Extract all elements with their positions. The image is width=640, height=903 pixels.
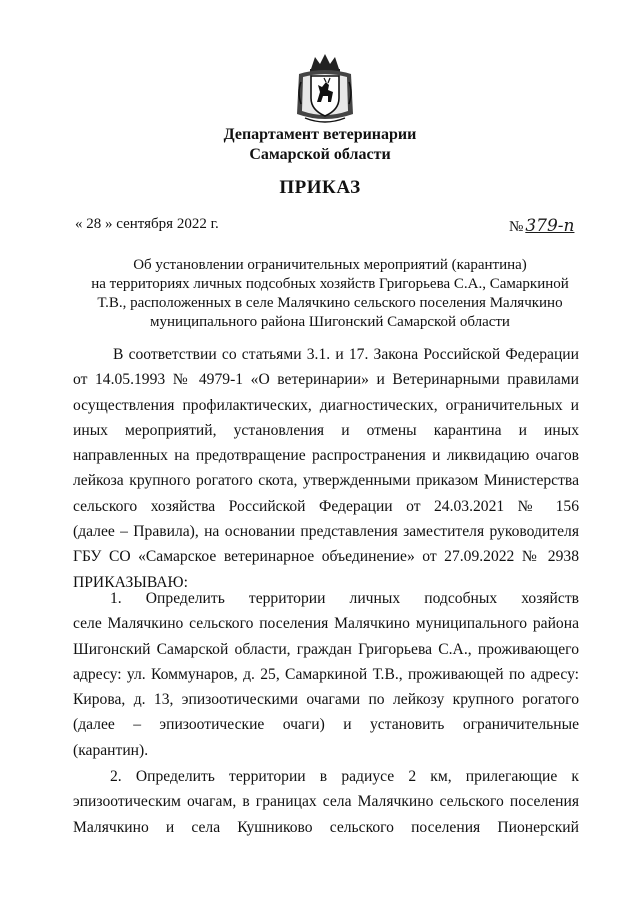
order-item-1 <box>73 586 579 763</box>
order-item-2 <box>73 764 579 840</box>
samara-coat-of-arms-icon <box>293 52 357 127</box>
subject-line: Об установлении ограничительных мероприятий (карантина) <box>133 257 527 273</box>
text-line: (далее – эпизоотические очаги) и установить ограничительные <box>73 716 579 734</box>
text-line: ГБУ СО «Самарское ветеринарное объединение» от 27.09.2022 № 2938 <box>73 548 579 566</box>
text-line: Малячкино и села Кушниково сельского поселения Пионерский <box>73 818 579 836</box>
order-subject <box>60 256 600 332</box>
text-line: лейкоза крупного рогатого скота, утвержденными приказом Министерства <box>73 472 579 490</box>
order-number <box>509 216 574 236</box>
text-line: иных мероприятий, установления и отмены карантина и иных <box>73 421 579 439</box>
text-line: осуществления профилактических, диагностических, ограничительных и <box>73 396 579 414</box>
text-line: направленных на предотвращение распространения и ликвидацию очагов <box>73 447 579 465</box>
document-type-title: ПРИКАЗ <box>279 177 361 198</box>
text-line: 2. Определить территории в радиусе 2 км, прилегающие к <box>110 768 579 785</box>
text-line: эпизоотическим очагам, в границах села Малячкино сельского поселения <box>73 793 579 811</box>
subject-line: на территориях личных подсобных хозяйств Григорьева С.А., Самаркиной <box>91 276 569 292</box>
order-date: « 28 » сентября 2022 г. <box>75 216 219 232</box>
text-line: (карантин). <box>73 741 149 759</box>
order-keyword: ПРИКАЗЫВАЮ: <box>73 573 188 591</box>
text-line: сельского хозяйства Российской Федерации от 24.03.2021 № 156 <box>73 497 579 515</box>
text-line: от 14.05.1993 № 4979-1 «О ветеринарии» и Ветеринарными правилами <box>73 371 579 389</box>
text-line: адресу: ул. Коммунаров, д. 25, Самаркиной Т.В., проживающей по адресу: <box>73 665 579 683</box>
preamble-paragraph <box>73 342 579 595</box>
text-line: 1. Определить территории личных подсобных хозяйств <box>110 590 579 607</box>
department-name-line2: Самарской области <box>249 146 391 163</box>
department-name-line1: Департамент ветеринарии <box>223 126 417 143</box>
text-line: Шигонский Самарской области, граждан Григорьева С.А., проживающего <box>73 640 579 658</box>
text-line: (далее – Правила), на основании представления заместителя руководителя <box>73 523 579 541</box>
number-prefix: № <box>509 219 524 235</box>
text-line: Кирова, д. 13, эпизоотическими очагами по лейкозу крупного рогатого <box>73 691 579 709</box>
handwritten-order-number: 379-п <box>525 216 575 236</box>
subject-line: муниципального района Шигонский Самарской области <box>150 314 510 330</box>
text-line: селе Малячкино сельского поселения Малячкино муниципального района <box>73 615 579 633</box>
subject-line: Т.В., расположенных в селе Малячкино сельского поселения Малячкино <box>97 295 563 311</box>
text-line: В соответствии со статьями 3.1. и 17. Закона Российской Федерации <box>113 346 579 363</box>
